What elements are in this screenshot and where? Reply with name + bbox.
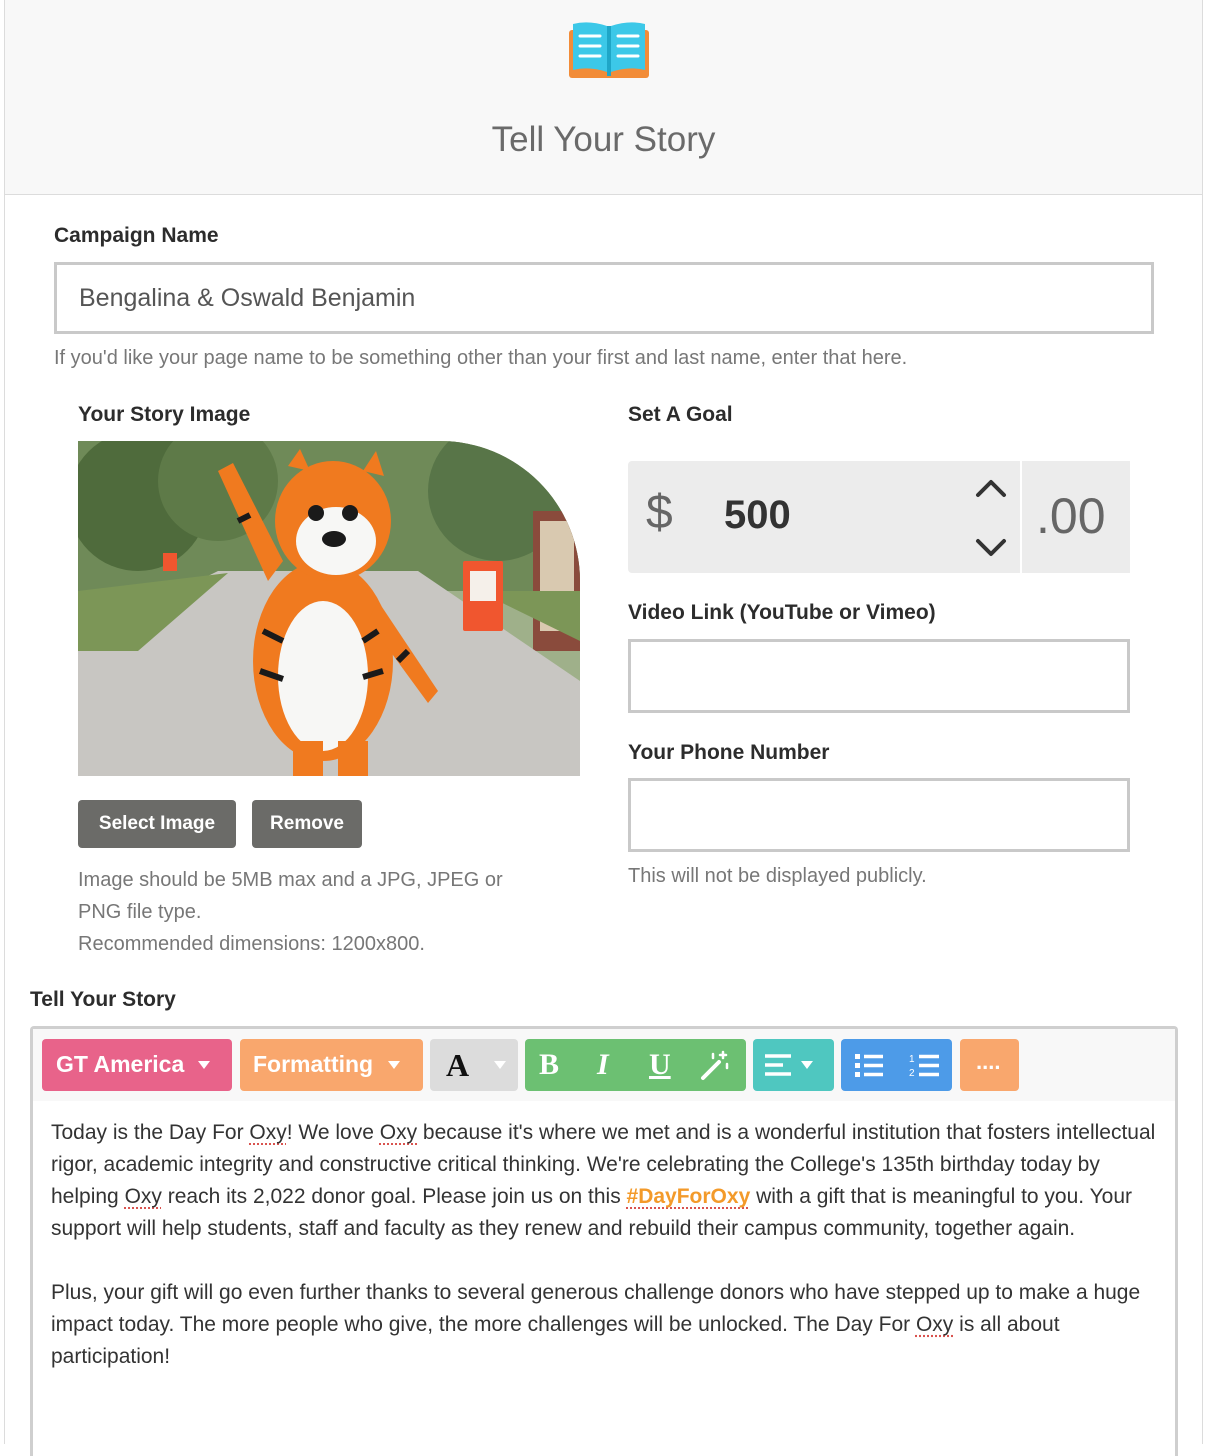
phone-help: This will not be displayed publicly. [628, 865, 927, 887]
bold-button[interactable]: B [539, 1048, 560, 1081]
chevron-up-icon[interactable] [974, 473, 1008, 503]
goal-cents-field [1022, 461, 1130, 573]
chevron-down-icon[interactable] [974, 533, 1008, 563]
font-family-dropdown[interactable] [42, 1039, 232, 1091]
image-help-line3: Recommended dimensions: 1200x800. [78, 933, 425, 955]
story-image [78, 441, 580, 776]
italic-button[interactable]: I [597, 1048, 609, 1081]
svg-text:2: 2 [909, 1068, 915, 1078]
formatting-label: Formatting [253, 1051, 374, 1077]
page-header [5, 0, 1202, 195]
chevron-down-icon [198, 1061, 210, 1069]
story-label: Tell Your Story [30, 988, 176, 1011]
goal-amount-value: 500 [724, 493, 791, 537]
align-dropdown[interactable] [753, 1039, 834, 1091]
text-color-dropdown[interactable] [430, 1039, 518, 1091]
goal-input-group [628, 461, 1130, 573]
image-help-line1: Image should be 5MB max and a JPG, JPEG or [78, 869, 503, 891]
goal-amount-field[interactable] [628, 461, 1020, 573]
text-style-group [525, 1039, 746, 1091]
hashtag-link[interactable]: #DayForOxy [626, 1185, 751, 1208]
campaign-name-help: If you'd like your page name to be something other than your first and last name, enter that here. [54, 347, 908, 369]
currency-symbol: $ [646, 486, 673, 539]
list-group [841, 1039, 952, 1091]
underline-button[interactable]: U [649, 1048, 671, 1081]
phone-number-label: Your Phone Number [628, 741, 830, 764]
editor-toolbar [33, 1029, 1175, 1101]
story-paragraph: Plus, your gift will go even further thanks to several generous challenge donors who have stepped up to make a huge impact today. The more people who give, the more challenges will be unlocked. The Day For Oxy is all about participation! [51, 1281, 1141, 1368]
page-title: Tell Your Story [491, 120, 716, 159]
story-text-area[interactable] [51, 1117, 1156, 1405]
font-family-label: GT America [56, 1051, 185, 1077]
remove-image-button[interactable]: Remove [252, 800, 362, 848]
campaign-name-input[interactable] [54, 262, 1154, 334]
text-color-icon: A [446, 1047, 470, 1083]
chevron-down-icon [494, 1061, 506, 1069]
more-options-button[interactable] [960, 1039, 1019, 1091]
select-image-button[interactable]: Select Image [78, 800, 236, 848]
goal-cents-value: .00 [1036, 488, 1106, 544]
image-help-line2: PNG file type. [78, 901, 202, 923]
story-editor [30, 1026, 1178, 1456]
campaign-name-label: Campaign Name [54, 224, 219, 247]
story-image-label: Your Story Image [78, 403, 251, 426]
bulleted-list-icon[interactable] [855, 1052, 883, 1078]
formatting-dropdown[interactable] [240, 1039, 423, 1091]
chevron-down-icon [388, 1061, 400, 1069]
more-options-label: .... [976, 1049, 1001, 1074]
chevron-down-icon [801, 1061, 813, 1069]
open-book-icon [567, 20, 651, 82]
svg-text:1: 1 [909, 1054, 915, 1065]
video-link-label: Video Link (YouTube or Vimeo) [628, 601, 936, 624]
video-link-input[interactable] [628, 639, 1130, 713]
story-paragraph: Today is the Day For Oxy! We love Oxy because it's where we met and is a wonderful institution that fosters intellectual rigor, academic integrity and constructive critical thinking. We're celebrating the College's 135th birthday today by helping Oxy reach its 2,022 donor goal. Please join us on this #DayForOxy with a gift that is meaningful to you. Your support will help students, staff and faculty as they renew and rebuild their campus community, together again. [51, 1121, 1156, 1240]
magic-wand-icon[interactable] [699, 1050, 731, 1082]
align-left-icon [765, 1053, 793, 1077]
phone-number-input[interactable] [628, 778, 1130, 852]
numbered-list-icon[interactable] [909, 1052, 939, 1078]
set-goal-label: Set A Goal [628, 403, 733, 426]
